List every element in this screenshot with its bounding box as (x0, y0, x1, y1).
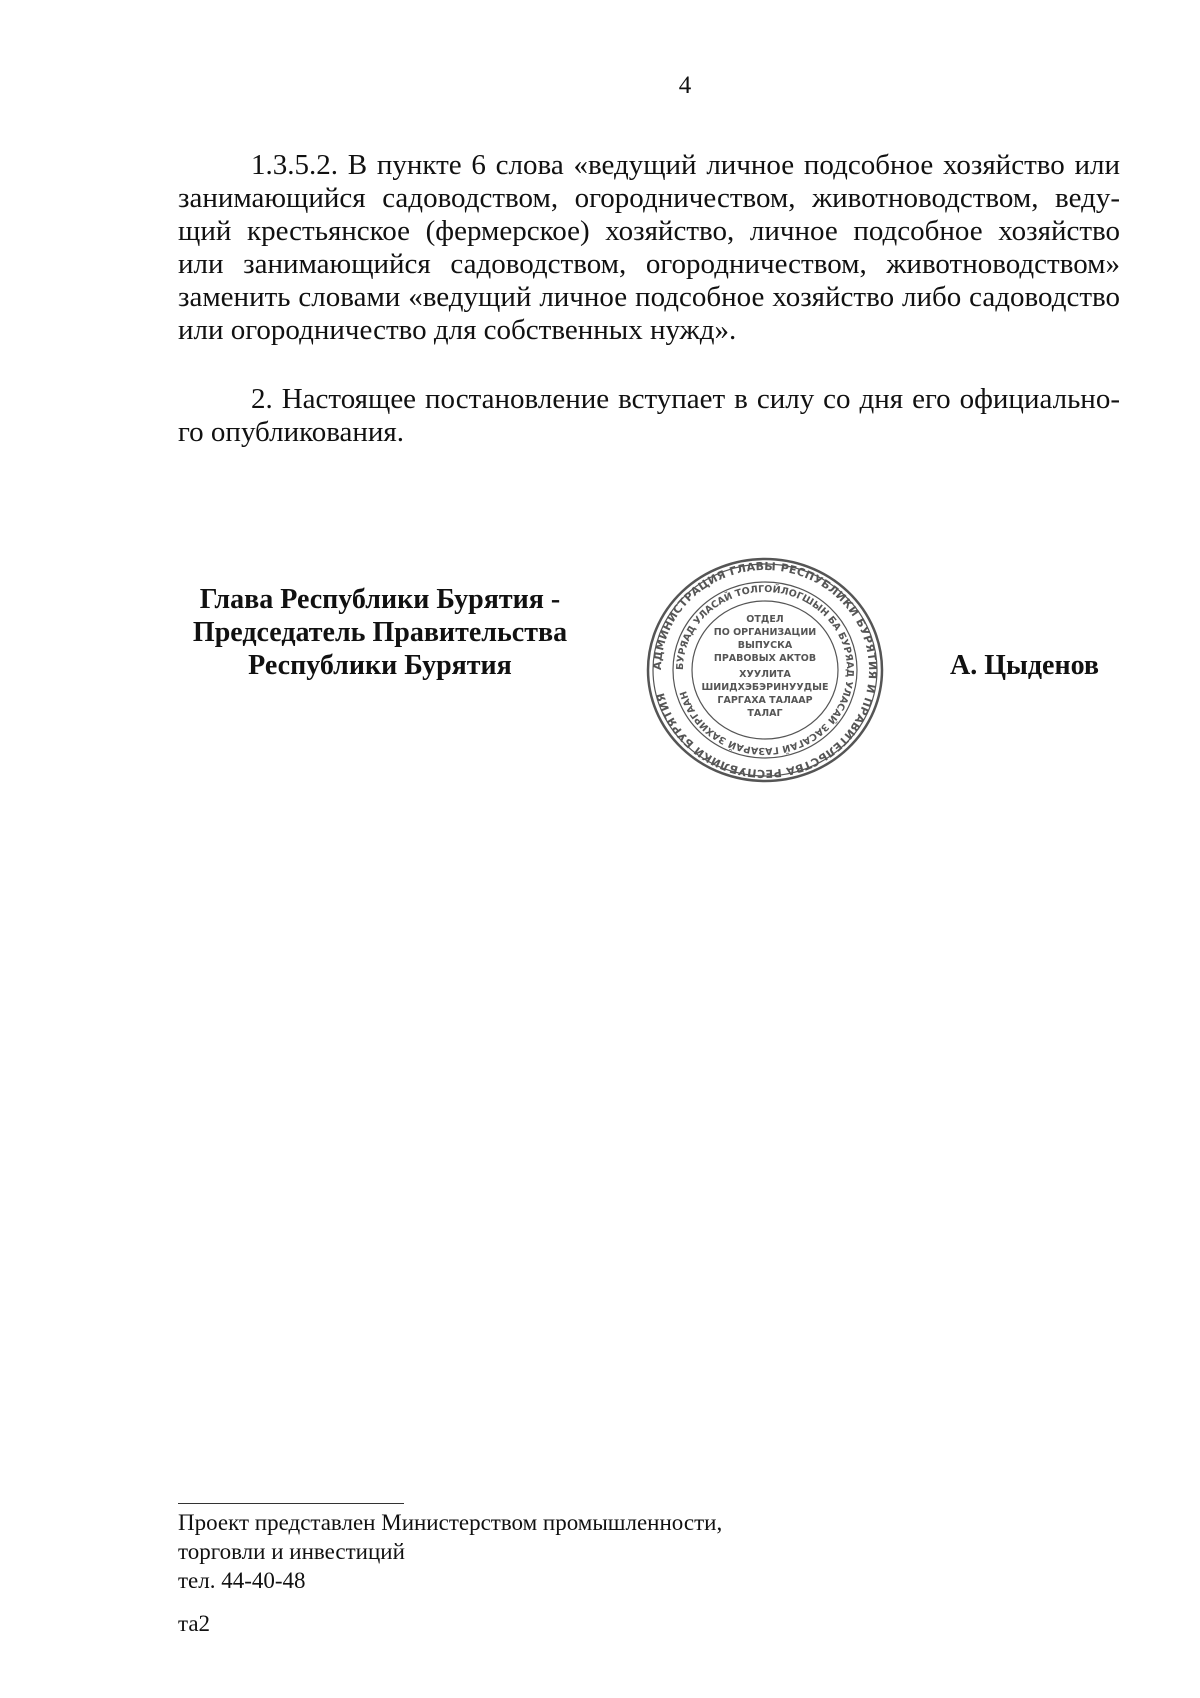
seal-center-line: ПРАВОВЫХ АКТОВ (713, 653, 817, 664)
footer-divider (178, 1503, 404, 1504)
official-seal-stamp (640, 555, 890, 785)
seal-center-line: ПО ОРГАНИЗАЦИИ (713, 627, 817, 638)
seal-center-line: ШИИДХЭБЭРИНУУДЫЕ (701, 682, 829, 693)
seal-center-line: ХУУЛИТА (739, 669, 791, 680)
footer-line: Проект представлен Министерством промышленности, (178, 1510, 723, 1535)
signatory-name: А. Цыденов (950, 650, 1100, 681)
document-code: та2 (178, 1611, 211, 1636)
seal-graphic (640, 555, 890, 785)
signatory-title-line: Председатель Правительства (192, 617, 568, 648)
seal-center-line: ТАЛАГ (747, 708, 783, 719)
footer-line: торговли и инвестиций (178, 1539, 405, 1564)
paragraph-entry-into-force: 2. Настоящее постановление вступает в силу со дня его официального опубликования. (178, 383, 1120, 448)
seal-outer-text: АДМИНИСТРАЦИЯ ГЛАВЫ РЕСПУБЛИКИ БУРЯТИЯ И ПРАВИТЕЛЬСТВА РЕСПУБЛИКИ БУРЯТИЯ (650, 559, 880, 781)
signatory-title-line: Республики Бурятия (248, 650, 512, 681)
signatory-title-line: Глава Республики Бурятия - (199, 584, 561, 615)
seal-center-line: ГАРГАХА ТАЛААР (717, 695, 813, 706)
paragraph-amendment: 1.3.5.2. В пункте 6 слова «ведущий личное подсобное хозяйство или занимающийся садоводством, огородничеством, животноводством, ведущий крестьянское (фермерское) хозяйство, личное подсобное хозяйство или занимающийся садоводством, огородничеством, животноводством» заменить словами «ведущий личное подсобное хозяйство либо садоводство или огородничество для собственных нужд». (178, 149, 1120, 346)
seal-center-line: ОТДЕЛ (746, 614, 784, 625)
footer-note (178, 1508, 722, 1595)
seal-inner-text: БУРЯАД УЛАСАЙ ТОЛГОЙЛОГШЫН БА БУРЯАД УЛАСАЙ ЗАСАГАЙ ГАЗАРАЙ ЗАХИРГААН (674, 583, 856, 757)
footer-phone: тел. 44-40-48 (178, 1568, 306, 1593)
seal-center-line: ВЫПУСКА (737, 640, 793, 651)
page-number: 4 (678, 72, 692, 99)
signatory-title (160, 583, 600, 682)
